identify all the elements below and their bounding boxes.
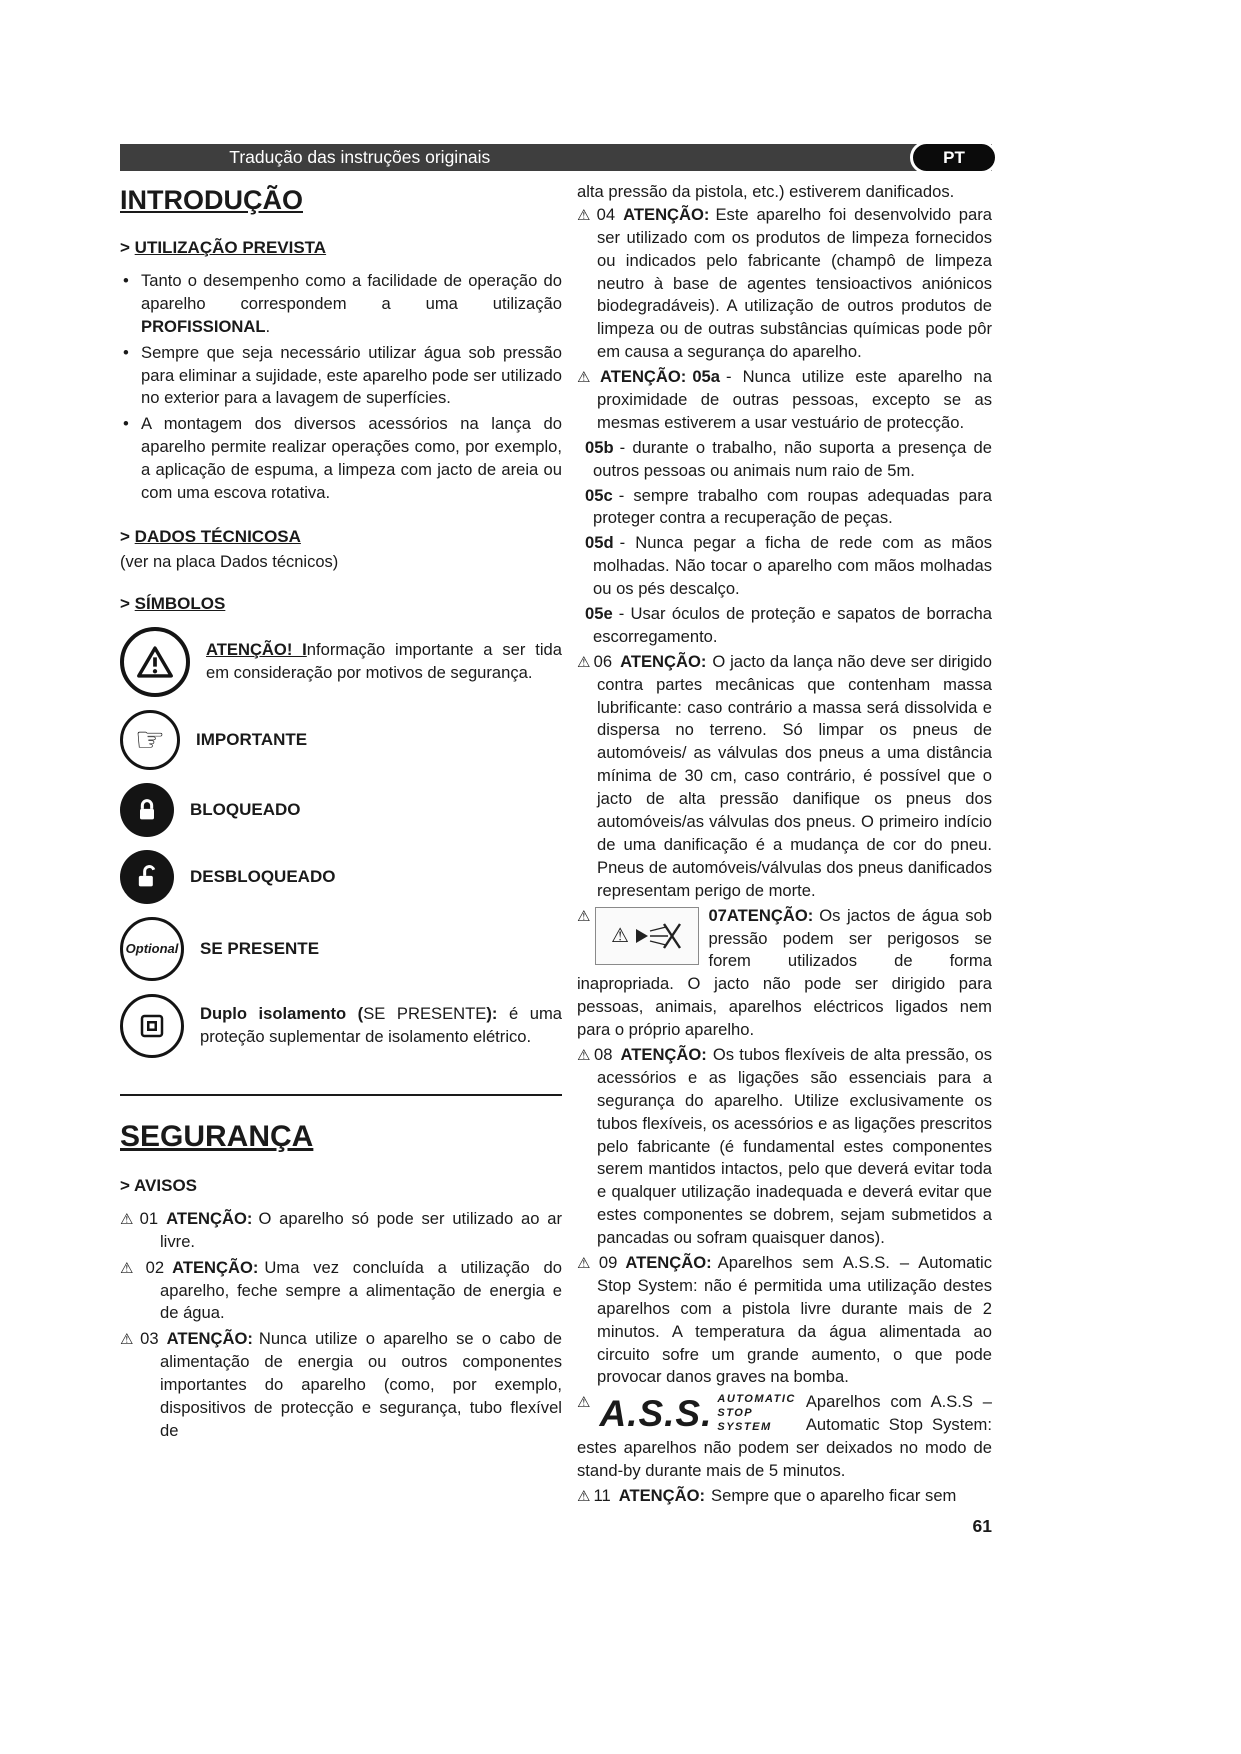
ass-sub-line: SYSTEM [717,1420,772,1433]
ass-sub-line: STOP [717,1407,754,1420]
gt-marker: > [120,593,130,613]
symbol-attention-text [206,639,562,685]
warning-08 [577,1044,992,1250]
bullet-item [120,342,562,411]
warning-icon: ⚠ [120,1209,137,1228]
warning-text: Sempre que o aparelho ficar sem [711,1485,957,1505]
heading-label: SÍMBOLOS [134,593,226,613]
warning-03 [120,1328,562,1442]
warning-text: - Usar óculos de proteção e sapatos de borracha escorregamento. [593,604,992,646]
pointing-hand-icon [120,710,180,770]
intro-title: INTRODUÇÃO [120,185,303,215]
heading-label: UTILIZAÇÃO PREVISTA [134,238,327,257]
warning-label: ATENÇÃO: [623,204,710,224]
warning-icon: ⚠ [577,1393,591,1412]
symbol-important-row [120,710,562,770]
page-number: 61 [972,1515,992,1536]
header-bar [120,144,992,171]
warning-label: ATENÇÃO: [599,367,687,387]
bullet-item [120,413,562,505]
warning-icon: ⚠ [577,1045,592,1064]
warning-label: ATENÇÃO: [620,1044,707,1064]
warning-number: 07 [708,905,727,925]
warning-05c [577,485,992,531]
warning-text: O aparelho só pode ser utilizado ao ar livre. [160,1208,562,1251]
bullet-text: Tanto o desempenho como a facilidade de operação do aparelho correspondem a uma utilização [141,271,562,313]
warning-number: 11 [593,1485,611,1505]
warning-05d [577,532,992,601]
warning-06 [577,651,992,903]
warning-number: 05a [692,367,721,387]
warning-09 [577,1252,992,1389]
warning-text: - Nunca utilize este aparelho na proximidade de outras pessoas, excepto se as mesmas estiverem a usar vestuário de protecção. [597,367,993,432]
warning-text: Os tubos flexíveis de alta pressão, os acessórios e as ligações são essenciais para a segurança do aparelho. Utilize exclusivamente os tubos flexíveis, os acessórios e as ligações prescritos pelo fabricante (é fundamental estes componentes serem mantidos intactos, pelo que deverá evitar toda e qualquer utilização inadequada e deverá evitar que estes componentes se dobrem, sejam submetidos a pancadas ou sofram quaisquer danos). [597,1044,992,1248]
warning-icon: ⚠ [120,1330,138,1349]
warning-text: - durante o trabalho, não suporta a presença de outros pessoas ou animais num raio de 5m. [593,437,992,480]
warning-ass [577,1391,992,1483]
warning-label: ATENÇÃO: [726,905,814,925]
symbol-label: BLOQUEADO [190,799,301,819]
warning-number: 05e [585,604,613,624]
warning-text: Aparelhos com A.S.S – Automatic Stop System: estes aparelhos não podem ser deixados no modo de stand-by durante mais de 5 minutos. [577,1392,992,1480]
bullet-text: Sempre que seja necessário utilizar água sob pressão para eliminar a sujidade, este aparelho pode ser utilizado no exterior para a lavagem de superfícies. [141,342,562,408]
bullet-icon: • [123,414,129,434]
warning-label: ATENÇÃO: [618,1485,706,1505]
warning-05e [577,603,992,649]
warning-number: 04 [596,204,616,224]
warning-text: - sempre trabalho com roupas adequadas para proteger contra a recuperação de peças. [593,485,992,528]
warning-text: Aparelhos sem A.S.S. – Automatic Stop System: não é permitida uma utilização destes aparelhos com a pistola livre durante mais de 2 minutos. A temperatura da água alimentada ao circuito sofre um grande aumento, o que pode provocar danos graves na bomba. [597,1252,992,1387]
symbol-unlocked-row [120,850,562,904]
warning-triangle-glyph [136,645,174,679]
warning-number: 05b [585,437,614,457]
warning-number: 05d [585,533,614,553]
heading-symbols [120,594,562,614]
heading-tech-data [120,527,562,547]
jet-warning-pictogram [595,907,699,965]
warning-04 [577,204,992,364]
two-column-layout [120,181,992,1537]
header-title: Tradução das instruções originais [229,147,491,167]
bullet-item [120,270,562,339]
language-badge: PT [910,141,998,174]
symbol-label: SE PRESENTE [200,938,320,958]
warning-triangle-icon [120,627,190,697]
heading-avisos [120,1176,562,1196]
double-insulation-glyph [137,1011,167,1041]
symbol-label: IMPORTANTE [196,729,308,749]
warning-number: 03 [140,1329,159,1349]
warning-text: - Nunca pegar a ficha de rede com as mãos molhadas. Não tocar o aparelho com mãos molhadas ou os pés descalço. [593,533,992,599]
warning-label: ATENÇÃO: [625,1252,712,1272]
di-bold: Duplo isolamento ( [200,1004,364,1024]
warning-03-continuation: alta pressão da pistola, etc.) estiverem danificados. [577,182,955,201]
lock-closed-glyph [133,796,161,824]
di-text: é uma proteção suplementar de isolamento elétrico. [200,1004,562,1046]
page-content [120,144,992,1537]
ass-logo [599,1393,795,1434]
double-insulation-icon [120,994,184,1058]
warning-text: Uma vez concluída a utilização do aparelho, feche sempre a alimentação de energia e de água. [160,1257,562,1323]
right-column [577,181,992,1537]
warning-text: O jacto da lança não deve ser dirigido contra partes mecânicas que contenham massa lubrificante: caso contrário a massa será dissolvida e dispersa no terreno. Só limpar os pneus de automóveis/ as válvulas dos pneus a uma distância mínima de 30 cm, caso contrário, é possível que o jacto de alta pressão danifique os pneus dos automóveis/as válvulas dos pneus. O primeiro indício de uma danificação é a mudança de cor do pneu. Pneus de automóveis/válvulas dos pneus danificados representam perigo de morte. [597,651,992,900]
symbol-label: DESBLOQUEADO [190,866,336,886]
di-mid: SE PRESENTE [363,1004,487,1024]
warning-icon: ⚠ [577,368,597,387]
warning-icon: ⚠ [577,205,594,224]
warning-number: 05c [585,485,613,505]
symbol-locked-row [120,783,562,837]
lock-open-icon [120,850,174,904]
warning-icon: ⚠ [577,906,591,925]
symbol-optional-row [120,917,562,981]
pointing-hand-glyph: ☞ [134,719,166,760]
symbol-double-insulation-row [120,994,562,1058]
warning-icon: ⚠ [577,652,591,671]
warning-label: ATENÇÃO: [172,1257,259,1277]
warning-label: ATENÇÃO: [620,651,707,671]
warning-number: 09 [598,1252,618,1272]
bullet-icon: • [123,342,129,362]
left-column [120,181,562,1537]
warning-text: Os jactos de água sob pressão podem ser perigosos se forem utilizados de forma inapropriada. O jacto não pode ser dirigido para pessoas, animais, aparelhos eléctricos ligados nem para o próprio aparelho. [577,905,992,1040]
warning-07 [577,905,992,1042]
warning-icon: ⚠ [120,1258,143,1277]
optional-icon [120,917,184,981]
heading-label: AVISOS [134,1175,198,1195]
heading-intended-use [120,238,562,258]
warning-05b [577,437,992,483]
bullet-bold: PROFISSIONAL [141,316,266,336]
warning-icon: ⚠ [577,1486,591,1505]
di-bold2: ): [486,1004,498,1024]
warning-number: 08 [594,1044,613,1064]
security-title: SEGURANÇA [120,1119,314,1153]
warning-02 [120,1257,562,1326]
warning-number: 02 [145,1257,165,1277]
warning-number: 06 [593,651,613,671]
bullet-tail: . [265,316,271,336]
ass-logo-main: A.S.S. [599,1393,713,1435]
heading-label: DADOS TÉCNICOSA [134,526,301,546]
gt-marker: > [120,526,130,546]
bullet-icon: • [123,271,129,290]
warning-01 [120,1208,562,1254]
bullet-text: A montagem dos diversos acessórios na lança do aparelho permite realizar operações como, por exemplo, a aplicação de espuma, a limpeza com jacto de areia ou com uma escova rotativa. [141,414,562,503]
attention-body: nformação importante a ser tida em consideração por motivos de segurança. [206,640,562,682]
tech-data-note: (ver na placa Dados técnicos) [120,552,339,571]
symbol-attention-row [120,627,562,697]
warning-text: Este aparelho foi desenvolvido para ser utilizado com os produtos de limpeza fornecidos ou indicados pelo fabricante (champô de limpeza neutro à base de agentes tensioactivos aniónicos biodegradáveis). A utilização de outros produtos de limpeza ou de outras substâncias químicas pode pôr em causa a segurança do aparelho. [597,204,992,362]
gt-marker: > [120,238,130,257]
warning-11 [577,1485,992,1508]
attention-lead: ATENÇÃO! I [206,640,307,660]
jet-crossed-icon [632,919,684,953]
section-divider [120,1094,562,1096]
warning-number: 01 [139,1208,159,1228]
symbol-double-insulation-text [200,1003,562,1049]
warning-icon: ⚠ [577,1253,596,1272]
lock-closed-icon [120,783,174,837]
warning-label: ATENÇÃO: [166,1329,253,1349]
gt-marker: > [120,1175,130,1195]
warning-05a [577,366,992,435]
warning-text: Nunca utilize o aparelho se o cabo de alimentação de energia ou outros componentes importantes do aparelho (como, por exemplo, dispositivos de protecção e segurança, tubo flexível de [160,1329,563,1440]
warning-label: ATENÇÃO: [166,1208,253,1228]
lock-open-glyph [133,863,161,891]
optional-icon-text: Optional [125,941,179,957]
warning-icon: ⚠ [610,922,629,947]
ass-sub-line: AUTOMATIC [717,1393,796,1406]
ass-logo-subtitle [717,1393,795,1434]
